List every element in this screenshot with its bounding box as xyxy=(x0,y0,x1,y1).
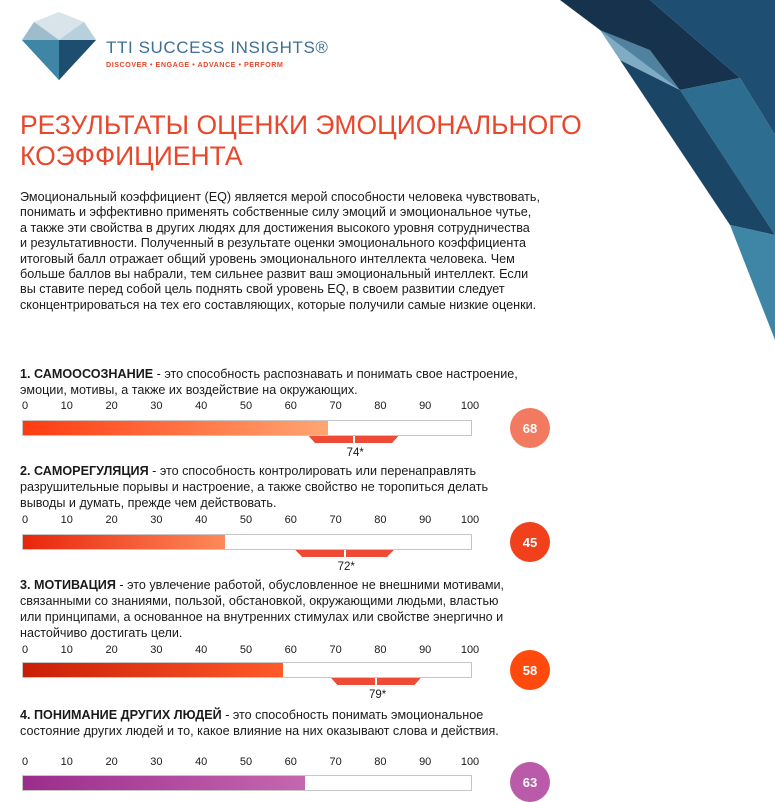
scale-tick: 30 xyxy=(150,644,163,656)
mean-label: 72* xyxy=(337,561,355,573)
scale-tick: 90 xyxy=(419,644,432,656)
scale-tick: 70 xyxy=(329,400,342,412)
mean-label: 79* xyxy=(368,689,387,701)
score-bar xyxy=(22,420,472,436)
scale-tick: 70 xyxy=(329,514,342,526)
brand-tagline: DISCOVER • ENGAGE • ADVANCE • PERFORM xyxy=(106,60,284,69)
page-title: РЕЗУЛЬТАТЫ ОЦЕНКИ ЭМОЦИОНАЛЬНОГО КОЭФФИЦИЕНТА xyxy=(20,110,582,171)
section-description: - это способность понимать эмоциональное состояние других людей и то, какое влияние на них оказывают слова и действия. xyxy=(20,708,499,738)
scale-tick: 20 xyxy=(105,756,118,768)
score-bar-fill xyxy=(23,663,283,677)
scale-tick: 100 xyxy=(460,400,480,412)
scale-tick: 0 xyxy=(22,400,29,412)
scale-tick: 0 xyxy=(22,644,29,656)
scale-tick: 10 xyxy=(60,514,73,526)
mean-label: 74* xyxy=(346,447,364,459)
section-heading: 3. МОТИВАЦИЯ xyxy=(20,578,116,592)
scale-tick: 40 xyxy=(195,400,208,412)
score-bar xyxy=(22,534,472,550)
scale-tick: 50 xyxy=(239,756,253,768)
scale-tick: 30 xyxy=(150,400,163,412)
section-description: - это увлечение работой, обусловленное не внешними мотивами, связанными со знаниями, пользой, обстановкой, окружающими людьми, властью или принципами, а основанное на внутренних стимулах или свойстве энергично и настойчиво достигать цели. xyxy=(20,578,505,640)
scale-tick: 60 xyxy=(284,644,297,656)
diamond-logo-icon xyxy=(20,12,98,82)
scale-tick: 100 xyxy=(460,514,480,526)
scale-tick: 60 xyxy=(284,756,297,768)
scale-tick: 0 xyxy=(22,514,29,526)
mean-marker xyxy=(375,678,377,686)
scale-tick: 10 xyxy=(60,644,73,656)
score-circle: 68 xyxy=(510,408,550,448)
score-scale xyxy=(22,644,480,658)
scale-tick: 20 xyxy=(105,514,118,526)
scale-tick: 90 xyxy=(419,400,432,412)
scale-tick: 40 xyxy=(195,514,208,526)
score-scale xyxy=(22,514,480,528)
scale-tick: 0 xyxy=(22,756,29,768)
score-bar-fill xyxy=(23,421,328,435)
scale-tick: 80 xyxy=(374,400,387,412)
section-heading: 4. ПОНИМАНИЕ ДРУГИХ ЛЮДЕЙ xyxy=(20,708,222,722)
score-circle: 63 xyxy=(510,762,550,802)
score-scale xyxy=(22,400,480,414)
scale-tick: 40 xyxy=(195,756,208,768)
section-description: - это способность распознавать и понимать свое настроение, эмоции, мотивы, а также их воздействие на окружающих. xyxy=(20,367,518,397)
scale-tick: 50 xyxy=(239,644,253,656)
section-text xyxy=(20,463,520,511)
brand-name: TTI SUCCESS INSIGHTS® xyxy=(106,38,329,57)
scale-tick: 40 xyxy=(195,644,208,656)
scale-tick: 80 xyxy=(374,756,387,768)
section-heading: 1. САМООСОЗНАНИЕ xyxy=(20,367,154,381)
scale-tick: 80 xyxy=(374,514,387,526)
scale-tick: 60 xyxy=(284,400,297,412)
scale-tick: 10 xyxy=(60,400,73,412)
section-text xyxy=(20,577,520,641)
score-scale xyxy=(22,756,480,770)
score-bar xyxy=(22,775,472,791)
score-circle: 45 xyxy=(510,522,550,562)
intro-paragraph: Эмоциональный коэффициент (EQ) является мерой способности человека чувствовать, понимать и эффективно применять собственные силу эмоций и эмоциональное чутье, а также эти свойства в других людях для достижения высокого уровня сотрудничества и результативности. Полученный в результате оценки эмоционального коэффициента итоговый балл отражает общий уровень эмоционального интеллекта человека. Чем больше баллов вы набрали, тем сильнее развит ваш эмоциональный интеллект. Если вы ставите перед собой цель поднять свой уровень EQ, в своем развитии следует сконцентрироваться на тех его составляющих, которые получили самые низкие оценки. xyxy=(20,190,540,312)
score-bar xyxy=(22,662,472,678)
score-circle: 58 xyxy=(510,650,550,690)
scale-tick: 50 xyxy=(239,514,253,526)
scale-tick: 50 xyxy=(239,400,253,412)
section-description: - это способность контролировать или перенаправлять разрушительные порывы и настроение, а также свойство не торопиться делать выводы и думать, прежде чем действовать. xyxy=(20,464,489,510)
scale-tick: 80 xyxy=(374,644,387,656)
scale-tick: 20 xyxy=(105,400,118,412)
scale-tick: 100 xyxy=(460,756,480,768)
scale-tick: 30 xyxy=(150,514,163,526)
score-bar-fill xyxy=(23,535,225,549)
scale-tick: 20 xyxy=(105,644,118,656)
scale-tick: 90 xyxy=(419,514,432,526)
scale-tick: 30 xyxy=(150,756,163,768)
mean-marker xyxy=(344,550,346,558)
scale-tick: 90 xyxy=(419,756,432,768)
scale-tick: 70 xyxy=(329,756,342,768)
section-text xyxy=(20,707,520,739)
scale-tick: 70 xyxy=(329,644,342,656)
scale-tick: 100 xyxy=(460,644,480,656)
brand-logo xyxy=(20,12,329,82)
mean-marker xyxy=(353,436,355,444)
scale-tick: 10 xyxy=(60,756,73,768)
section-heading: 2. САМОРЕГУЛЯЦИЯ xyxy=(20,464,149,478)
scale-tick: 60 xyxy=(284,514,297,526)
section-text xyxy=(20,366,520,398)
score-bar-fill xyxy=(23,776,305,790)
